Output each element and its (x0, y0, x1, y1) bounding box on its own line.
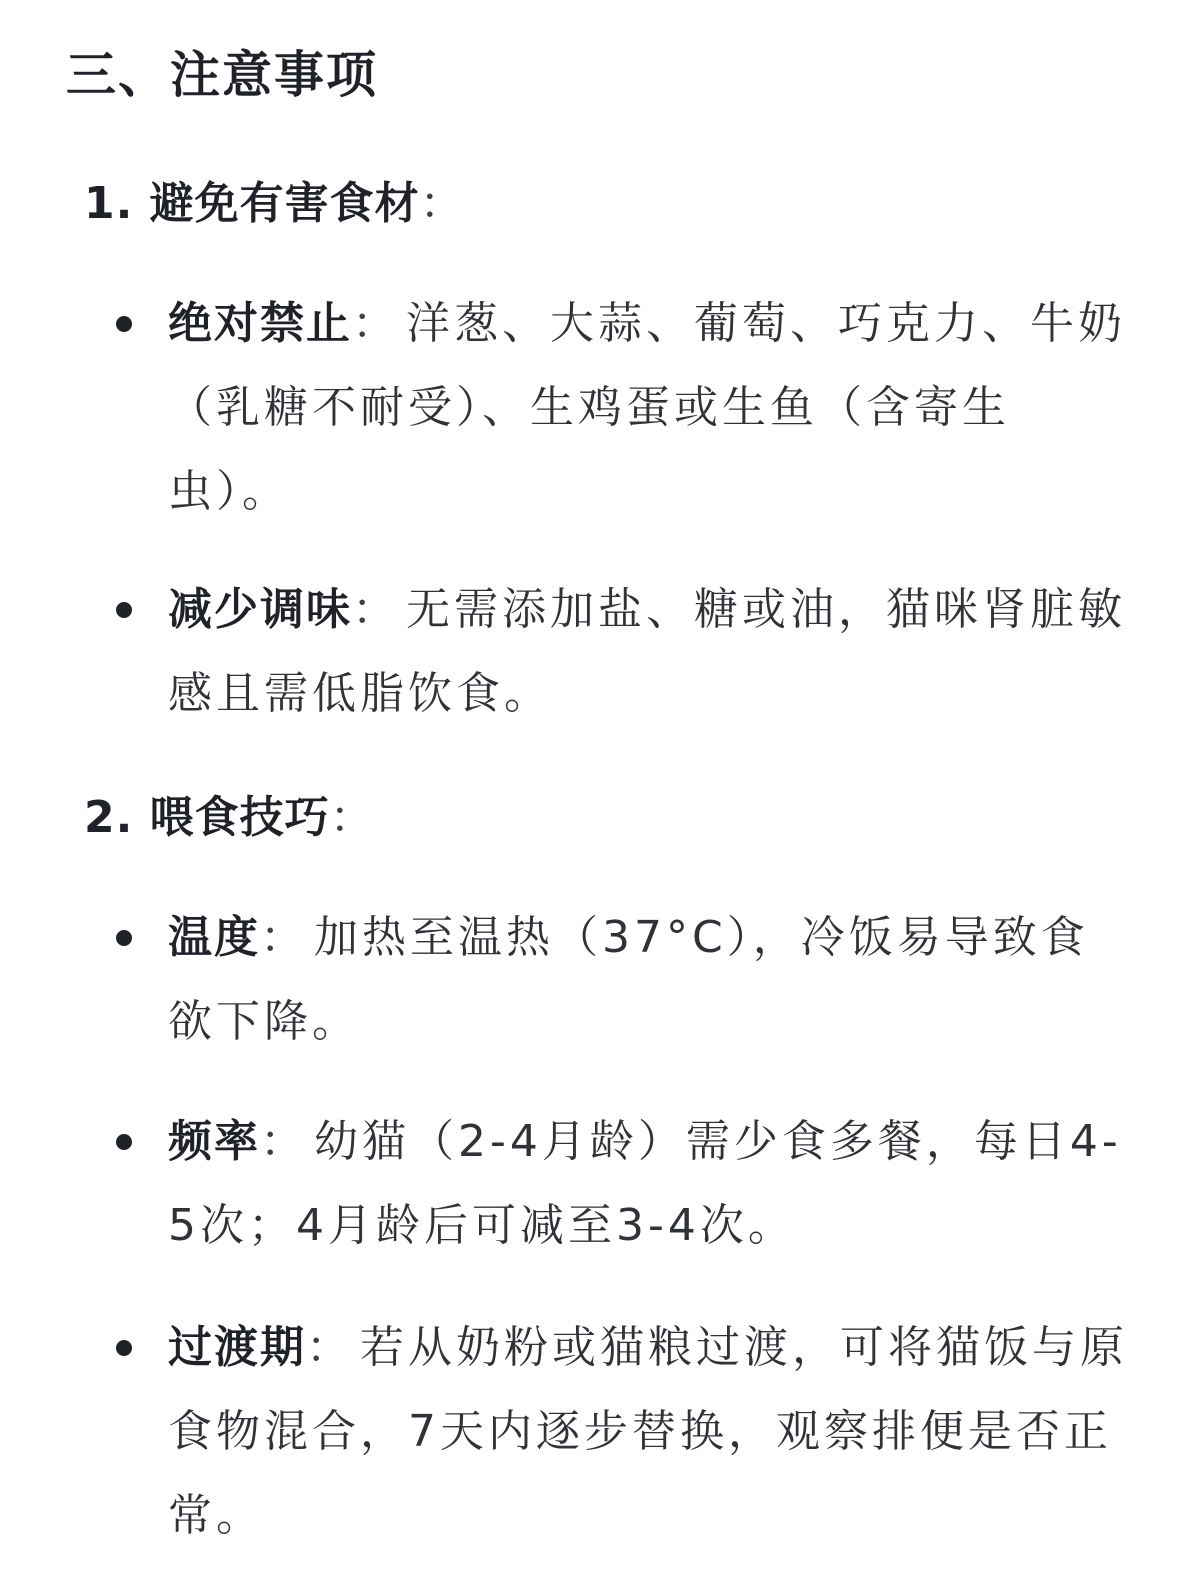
section-title: 三、注意事项 (66, 46, 378, 104)
item-colon: ： (260, 1116, 308, 1167)
list-item-forbidden (168, 282, 1128, 534)
subheading-text: 1. 避免有害食材 (84, 178, 420, 229)
list-item-frequency (168, 1100, 1128, 1268)
subheading-feeding-tips (84, 788, 375, 848)
item-colon: ： (352, 298, 400, 349)
item-text: 幼猫（2-4月龄）需少食多餐，每日4-5次；4月龄后可减至3-4次。 (168, 1116, 1122, 1251)
subheading-colon: ： (329, 792, 375, 843)
list-item-temperature (168, 896, 1128, 1064)
item-text: 无需添加盐、糖或油，猫咪肾脏敏感且需低脂饮食。 (168, 584, 1126, 719)
item-text: 洋葱、大蒜、葡萄、巧克力、牛奶（乳糖不耐受）、生鸡蛋或生鱼（含寄生虫）。 (168, 298, 1126, 517)
subheading-text: 2. 喂食技巧 (84, 792, 330, 843)
item-text: 若从奶粉或猫粮过渡，可将猫饭与原食物混合，7天内逐步替换，观察排便是否正常。 (168, 1322, 1128, 1541)
bullet-dot (116, 1134, 132, 1150)
item-text: 加热至温热（37°C），冷饭易导致食欲下降。 (168, 912, 1089, 1047)
item-colon: ： (306, 1322, 354, 1373)
item-label: 绝对禁止 (168, 298, 352, 349)
subheading-avoid-harmful-food (84, 174, 465, 234)
item-label: 温度 (168, 912, 260, 963)
item-colon: ： (260, 912, 308, 963)
item-colon: ： (352, 584, 400, 635)
list-item-reduce-seasoning (168, 568, 1128, 736)
list-item-transition (168, 1306, 1128, 1558)
bullet-dot (116, 316, 132, 332)
item-label: 过渡期 (168, 1322, 306, 1373)
bullet-dot (116, 1340, 132, 1356)
bullet-dot (116, 602, 132, 618)
item-label: 减少调味 (168, 584, 352, 635)
subheading-colon: ： (419, 178, 465, 229)
item-label: 频率 (168, 1116, 260, 1167)
bullet-dot (116, 930, 132, 946)
